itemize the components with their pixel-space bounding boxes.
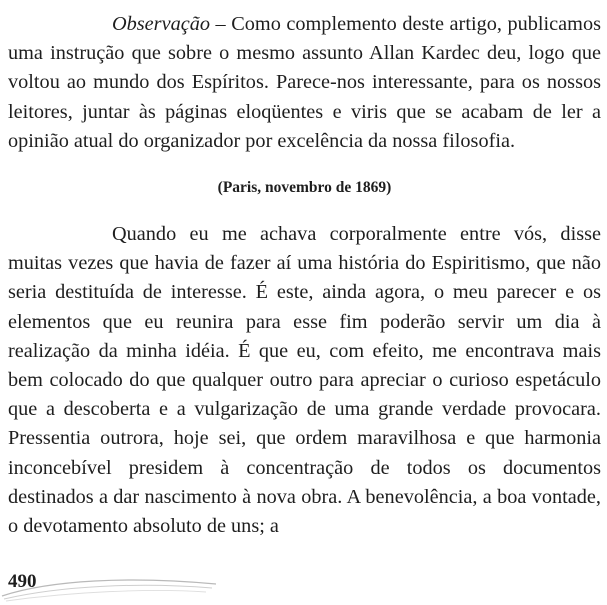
observation-text: – Como complemento deste artigo, publicamos uma instrução que sobre o mesmo assunto Allan Kardec deu, logo que voltou ao mundo dos Espíritos. Parece-nos interessante, para os nossos leitores, juntar às páginas eloqüentes e viris que se acabam de ler a opinião atual do organizador por excelência da nossa filosofia. xyxy=(8,13,601,152)
body-paragraph: Quando eu me achava corporalmente entre vós, disse muitas vezes que havia de fazer aí uma história do Espiritismo, que não seria destituída de interesse. É este, ainda agora, o meu parecer e os elementos que eu reunira para esse fim poderão servir um dia à realização da minha idéia. É que eu, com efeito, me encontrava mais bem colocado do que qualquer outro para apreciar o curioso espetáculo que a descoberta e a vulgarização de uma grande verdade provocara. Pressentia outrora, hoje sei, que ordem maravilhosa e que harmonia inconcebível presidem à concentração de todos os documentos destinados a dar nascimento à nova obra. A benevolência, a boa vontade, o devotamento absoluto de uns; a xyxy=(8,223,601,538)
page-content xyxy=(8,10,601,541)
observation-label: Observação xyxy=(112,13,210,35)
observation-paragraph xyxy=(8,10,601,156)
page-number: 490 xyxy=(8,571,37,592)
section-heading: (Paris, novembro de 1869) xyxy=(217,179,392,197)
